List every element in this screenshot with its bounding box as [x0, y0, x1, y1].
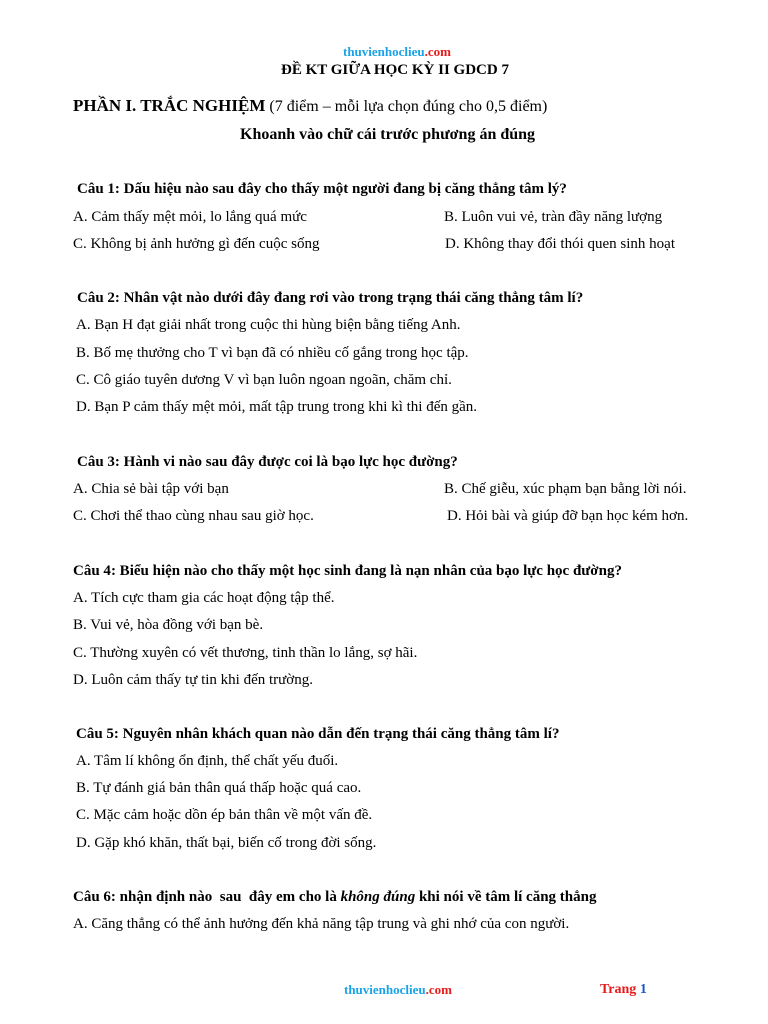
question-1: Câu 1: Dấu hiệu nào sau đây cho thấy một người đang bị căng thẳng tâm lý? — [77, 181, 567, 197]
question-2: Câu 2: Nhân vật nào dưới đây đang rơi vào trong trạng thái căng thẳng tâm lí? — [77, 290, 584, 306]
exam-title: ĐỀ KT GIỮA HỌC KỲ II GDCD 7 — [281, 62, 509, 78]
question-3-option-d: D. Hỏi bài và giúp đỡ bạn học kém hơn. — [447, 508, 689, 524]
part1-note: (7 điểm – mỗi lựa chọn đúng cho 0,5 điểm) — [265, 98, 548, 115]
page-label: Trang — [600, 982, 640, 997]
question-6-text-start: Câu 6: nhận định nào sau đây em cho là — [73, 889, 341, 905]
site-tld: .com — [424, 44, 451, 59]
question-5-option-a: A. Tâm lí không ổn định, thể chất yếu đuối. — [76, 753, 339, 769]
question-3-option-a: A. Chia sẻ bài tập với bạn — [73, 481, 229, 497]
footer-site-tld: .com — [425, 982, 452, 997]
page-number-value: 1 — [639, 982, 647, 997]
part1-label: PHẦN I. TRẮC NGHIỆM — [73, 96, 266, 115]
question-2-option-d: D. Bạn P cảm thấy mệt mỏi, mất tập trung trong khi kì thi đến gần. — [76, 399, 478, 415]
question-3: Câu 3: Hành vi nào sau đây được coi là bạo lực học đường? — [77, 454, 458, 470]
question-5-option-b: B. Tự đánh giá bản thân quá thấp hoặc quá cao. — [76, 780, 362, 796]
question-5-option-c: C. Mặc cảm hoặc dồn ép bản thân về một vấn đề. — [76, 807, 373, 823]
question-4-option-a: A. Tích cực tham gia các hoạt động tập thể. — [73, 590, 335, 606]
question-2-option-b: B. Bố mẹ thưởng cho T vì bạn đã có nhiều cố gắng trong học tập. — [76, 345, 469, 361]
question-4-text: : Biểu hiện nào cho thấy một học sinh đang là nạn nhân của bạo lực học đường? — [110, 563, 622, 579]
part1-heading — [73, 96, 547, 116]
question-1-option-b: B. Luôn vui vẻ, tràn đầy năng lượng — [444, 209, 663, 225]
question-5-option-d: D. Gặp khó khăn, thất bại, biến cố trong đời sống. — [76, 835, 377, 851]
question-5: Câu 5: Nguyên nhân khách quan nào dẫn đến trạng thái căng thẳng tâm lí? — [76, 726, 560, 742]
site-footer-logo — [344, 982, 452, 998]
question-2-option-c: C. Cô giáo tuyên dương V vì bạn luôn ngoan ngoãn, chăm chỉ. — [76, 372, 452, 388]
question-2-option-a: A. Bạn H đạt giải nhất trong cuộc thi hùng biện bằng tiếng Anh. — [76, 317, 461, 333]
question-6 — [73, 889, 596, 906]
question-1-option-d: D. Không thay đổi thói quen sinh hoạt — [445, 236, 675, 252]
question-3-option-c: C. Chơi thể thao cùng nhau sau giờ học. — [73, 508, 314, 524]
page-number — [600, 982, 647, 998]
question-4-option-d: D. Luôn cảm thấy tự tin khi đến trường. — [73, 672, 313, 688]
question-4-label: Câu 4 — [73, 563, 111, 579]
question-1-option-c: C. Không bị ảnh hưởng gì đến cuộc sống — [73, 236, 320, 252]
question-6-emphasis: không đúng — [340, 889, 416, 905]
question-1-option-a: A. Cảm thấy mệt mỏi, lo lắng quá mức — [73, 209, 307, 225]
question-4-option-b: B. Vui vẻ, hòa đồng với bạn bè. — [73, 617, 264, 633]
question-6-text-end: khi nói về tâm lí căng thẳng — [415, 889, 597, 905]
footer-site-name: thuvienhoclieu — [344, 982, 426, 997]
part1-instruction: Khoanh vào chữ cái trước phương án đúng — [240, 126, 536, 143]
site-name: thuvienhoclieu — [343, 44, 425, 59]
question-4 — [73, 563, 622, 580]
question-3-option-b: B. Chế giễu, xúc phạm bạn bằng lời nói. — [444, 481, 687, 497]
site-header-logo — [343, 44, 451, 60]
question-4-option-c: C. Thường xuyên có vết thương, tinh thần lo lắng, sợ hãi. — [73, 645, 418, 661]
question-6-option-a: A. Căng thẳng có thể ảnh hưởng đến khả năng tập trung và ghi nhớ của con người. — [73, 916, 570, 932]
